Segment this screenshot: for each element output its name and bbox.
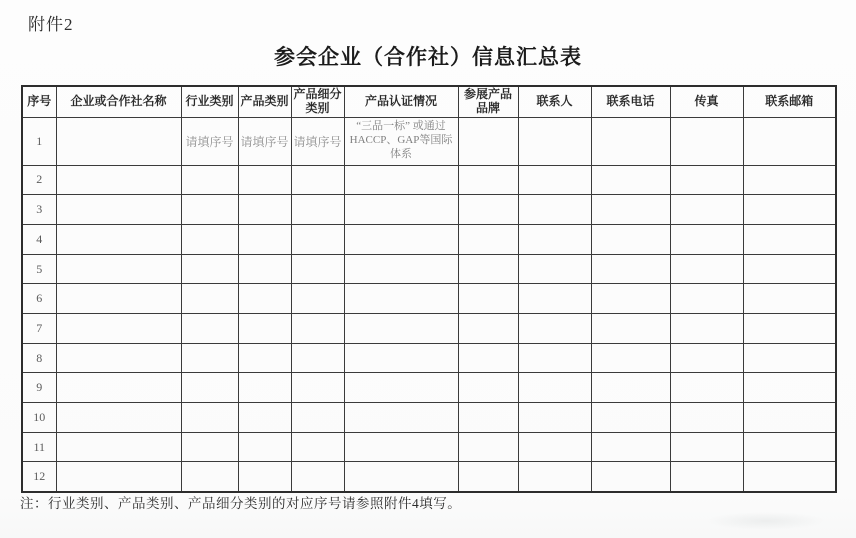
cell-product_category-row-9 [238,373,291,403]
cell-phone-row-1 [591,117,670,165]
cell-certification-row-9 [344,373,458,403]
cell-product_category-row-5 [238,254,291,284]
cell-product_category-row-6 [238,284,291,314]
cell-industry-row-11 [181,432,238,462]
cell-email-row-8 [743,343,836,373]
cell-index-row-3: 3 [22,195,56,225]
cell-contact-row-11 [518,432,591,462]
cell-name-row-3 [56,195,181,225]
cell-email-row-6 [743,284,836,314]
table-row-2 [22,165,836,195]
cell-product_subcategory-row-12 [291,462,344,492]
cell-fax-row-3 [670,195,743,225]
cell-certification-row-6 [344,284,458,314]
cell-brand-row-1 [458,117,518,165]
cell-phone-row-12 [591,462,670,492]
cell-phone-row-6 [591,284,670,314]
cell-product_subcategory-row-1: 请填序号 [291,117,344,165]
cell-index-row-5: 5 [22,254,56,284]
cell-industry-row-5 [181,254,238,284]
cell-index-row-7: 7 [22,314,56,344]
cell-product_category-row-8 [238,343,291,373]
cell-email-row-4 [743,224,836,254]
cell-phone-row-4 [591,224,670,254]
cell-fax-row-5 [670,254,743,284]
cell-industry-row-12 [181,462,238,492]
cell-name-row-12 [56,462,181,492]
column-header-industry: 行业类别 [181,86,238,117]
cell-name-row-7 [56,314,181,344]
cell-phone-row-9 [591,373,670,403]
cell-contact-row-1 [518,117,591,165]
table-row-12 [22,462,836,492]
cell-index-row-1: 1 [22,117,56,165]
cell-brand-row-8 [458,343,518,373]
cell-industry-row-4 [181,224,238,254]
cell-product_subcategory-row-5 [291,254,344,284]
table-row-5 [22,254,836,284]
table-row-1 [22,117,836,165]
cell-certification-row-2 [344,165,458,195]
cell-phone-row-2 [591,165,670,195]
cell-contact-row-12 [518,462,591,492]
cell-index-row-12: 12 [22,462,56,492]
cell-product_subcategory-row-2 [291,165,344,195]
document-title: 参会企业（合作社）信息汇总表 [274,45,582,69]
cell-product_category-row-1: 请填序号 [238,117,291,165]
cell-phone-row-8 [591,343,670,373]
cell-product_subcategory-row-3 [291,195,344,225]
cell-certification-row-7 [344,314,458,344]
table-row-4 [22,224,836,254]
table-row-3 [22,195,836,225]
column-header-name: 企业或合作社名称 [56,86,181,117]
cell-product_subcategory-row-8 [291,343,344,373]
table-row-9 [22,373,836,403]
cell-brand-row-10 [458,403,518,433]
cell-fax-row-1 [670,117,743,165]
cell-product_subcategory-row-6 [291,284,344,314]
cell-brand-row-9 [458,373,518,403]
cell-email-row-11 [743,432,836,462]
cell-brand-row-4 [458,224,518,254]
cell-industry-row-7 [181,314,238,344]
cell-phone-row-7 [591,314,670,344]
cell-email-row-12 [743,462,836,492]
table-row-11 [22,432,836,462]
cell-name-row-11 [56,432,181,462]
cell-contact-row-2 [518,165,591,195]
cell-index-row-10: 10 [22,403,56,433]
cell-brand-row-3 [458,195,518,225]
cell-email-row-1 [743,117,836,165]
cell-name-row-8 [56,343,181,373]
cell-certification-row-10 [344,403,458,433]
cell-brand-row-5 [458,254,518,284]
table-header-row [22,86,836,117]
cell-name-row-9 [56,373,181,403]
cell-product_category-row-10 [238,403,291,433]
cell-industry-row-3 [181,195,238,225]
cell-phone-row-10 [591,403,670,433]
cell-industry-row-2 [181,165,238,195]
cell-certification-row-8 [344,343,458,373]
cell-brand-row-6 [458,284,518,314]
cell-name-row-4 [56,224,181,254]
cell-certification-row-12 [344,462,458,492]
cell-product_category-row-7 [238,314,291,344]
cell-fax-row-2 [670,165,743,195]
cell-fax-row-11 [670,432,743,462]
cell-fax-row-9 [670,373,743,403]
cell-phone-row-3 [591,195,670,225]
cell-brand-row-11 [458,432,518,462]
cell-contact-row-7 [518,314,591,344]
cell-product_subcategory-row-7 [291,314,344,344]
column-header-brand: 参展产品品牌 [458,86,518,117]
cell-brand-row-12 [458,462,518,492]
cell-certification-row-3 [344,195,458,225]
cell-contact-row-3 [518,195,591,225]
cell-product_subcategory-row-10 [291,403,344,433]
cell-certification-row-1: “三品一标” 或通过HACCP、GAP等国际体系 [344,117,458,165]
cell-index-row-2: 2 [22,165,56,195]
cell-product_category-row-4 [238,224,291,254]
table-row-10 [22,403,836,433]
cell-name-row-2 [56,165,181,195]
cell-email-row-2 [743,165,836,195]
cell-brand-row-7 [458,314,518,344]
cell-product_category-row-12 [238,462,291,492]
cell-contact-row-9 [518,373,591,403]
cell-fax-row-12 [670,462,743,492]
enterprise-summary-table [21,85,837,493]
cell-certification-row-11 [344,432,458,462]
cell-product_subcategory-row-11 [291,432,344,462]
cell-product_subcategory-row-4 [291,224,344,254]
cell-product_category-row-11 [238,432,291,462]
cell-name-row-10 [56,403,181,433]
cell-industry-row-10 [181,403,238,433]
cell-brand-row-2 [458,165,518,195]
column-header-product_subcategory: 产品细分类别 [291,86,344,117]
cell-index-row-9: 9 [22,373,56,403]
cell-certification-row-4 [344,224,458,254]
cell-contact-row-5 [518,254,591,284]
cell-name-row-6 [56,284,181,314]
cell-email-row-7 [743,314,836,344]
cell-contact-row-4 [518,224,591,254]
cell-index-row-6: 6 [22,284,56,314]
column-header-index: 序号 [22,86,56,117]
column-header-product_category: 产品类别 [238,86,291,117]
cell-industry-row-9 [181,373,238,403]
cell-industry-row-8 [181,343,238,373]
attachment-label: 附件2 [28,15,74,34]
cell-contact-row-10 [518,403,591,433]
cell-email-row-3 [743,195,836,225]
column-header-phone: 联系电话 [591,86,670,117]
column-header-email: 联系邮箱 [743,86,836,117]
column-header-fax: 传真 [670,86,743,117]
table-row-7 [22,314,836,344]
cell-name-row-5 [56,254,181,284]
column-header-contact: 联系人 [518,86,591,117]
column-header-certification: 产品认证情况 [344,86,458,117]
cell-index-row-11: 11 [22,432,56,462]
cell-email-row-10 [743,403,836,433]
cell-fax-row-7 [670,314,743,344]
table-row-6 [22,284,836,314]
cell-index-row-4: 4 [22,224,56,254]
cell-fax-row-8 [670,343,743,373]
cell-phone-row-5 [591,254,670,284]
cell-certification-row-5 [344,254,458,284]
table-row-8 [22,343,836,373]
cell-index-row-8: 8 [22,343,56,373]
cell-email-row-5 [743,254,836,284]
cell-contact-row-8 [518,343,591,373]
footnote: 注：行业类别、产品类别、产品细分类别的对应序号请参照附件4填写。 [20,496,462,511]
cell-industry-row-1: 请填序号 [181,117,238,165]
cell-name-row-1 [56,117,181,165]
cell-fax-row-4 [670,224,743,254]
cell-product_subcategory-row-9 [291,373,344,403]
cell-fax-row-6 [670,284,743,314]
cell-industry-row-6 [181,284,238,314]
scan-artifact [706,512,826,530]
cell-contact-row-6 [518,284,591,314]
cell-fax-row-10 [670,403,743,433]
cell-product_category-row-2 [238,165,291,195]
cell-product_category-row-3 [238,195,291,225]
cell-phone-row-11 [591,432,670,462]
cell-email-row-9 [743,373,836,403]
